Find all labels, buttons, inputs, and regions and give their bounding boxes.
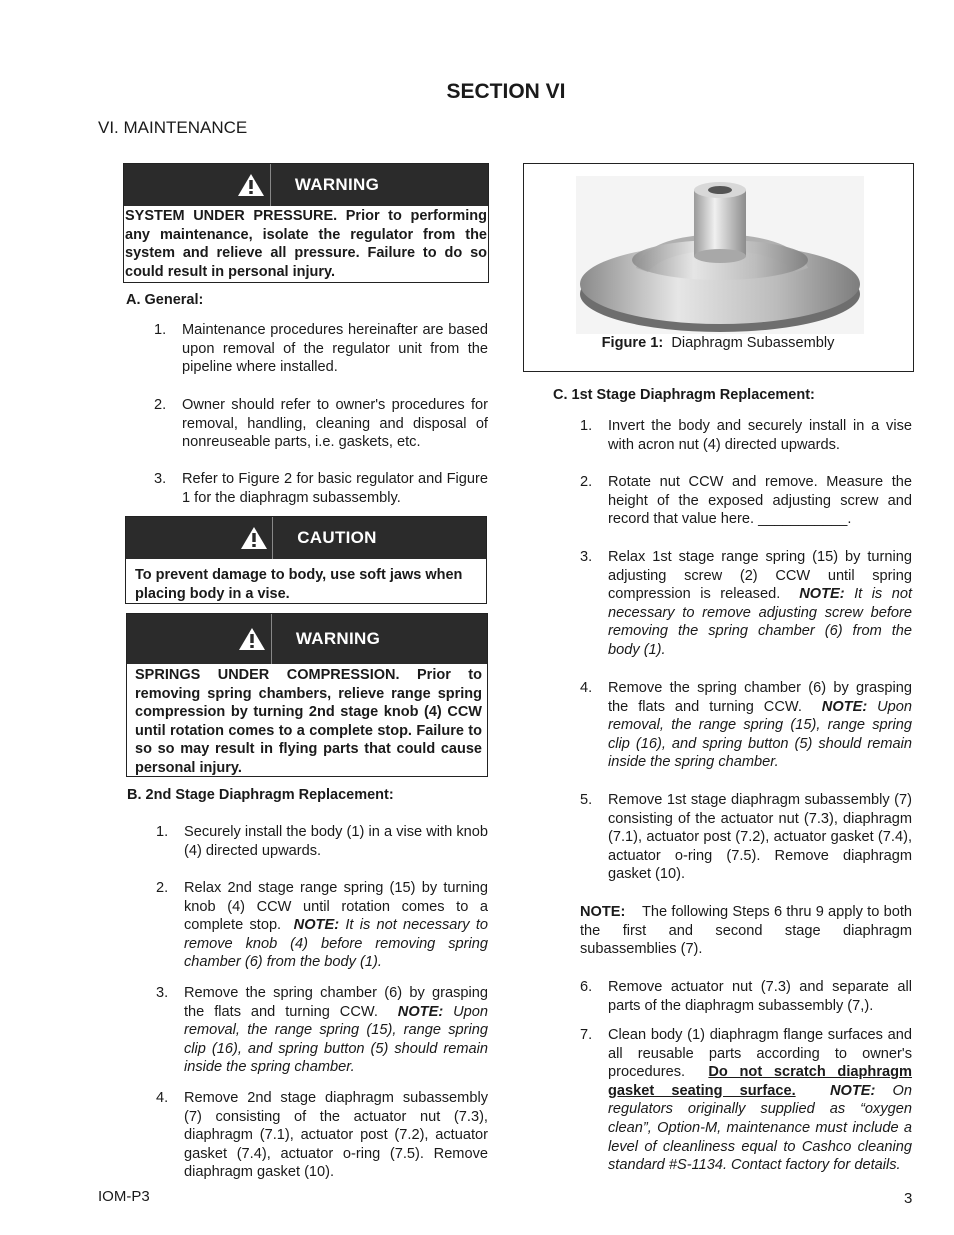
warning-triangle-icon [234, 614, 272, 664]
item-number: 1. [580, 418, 593, 434]
note-text: It is not necessary to remove knob (4) before removing spring chamber (6) from the body (1). [184, 917, 488, 971]
page-number: 3 [904, 1190, 913, 1207]
item-text: Securely install the body (1) in a vise with knob (4) directed upwards. [184, 824, 488, 859]
item-number: 5. [580, 792, 593, 808]
warning-text: SPRINGS UNDER COMPRESSION. Prior to removing spring chambers, relieve range spring compression by turning 2nd stage knob (4) CCW until rotation comes to a complete stop. Failure to so so may result in flying parts that could cause personal injury. [135, 667, 482, 776]
figure-1-box [523, 163, 914, 372]
item-number: 1. [156, 824, 169, 840]
item-text: Refer to Figure 2 for basic regulator and Figure 1 for the diaphragm subassembly. [182, 471, 488, 506]
item-text: Remove actuator nut (7.3) and separate all parts of the diaphragm subassembly (7,). [608, 979, 912, 1014]
note-text: On regulators originally supplied as “oxygen clean”, Option-M, maintenance must include a level of cleanliness equal to Cashco cleaning standard #S-1134. Contact factory for details. [608, 1082, 913, 1174]
caution-label: CAUTION [297, 528, 377, 547]
warning-header [127, 614, 487, 664]
diaphragm-subassembly-image [576, 176, 864, 334]
note-label: NOTE: [397, 1003, 444, 1020]
second-stage-heading: B. 2nd Stage Diaphragm Replacement: [127, 787, 394, 803]
warning-label: WARNING [294, 175, 380, 194]
item-number: 1. [154, 322, 167, 338]
caution-header [126, 517, 486, 559]
item-body [184, 984, 488, 1077]
warning-header [124, 164, 488, 206]
figure-caption-text: Diaphragm Subassembly [671, 335, 835, 351]
warning-box-springs [126, 613, 488, 777]
item-number: 2. [580, 474, 593, 490]
item-number: 4. [580, 680, 593, 696]
item-number: 3. [156, 985, 169, 1001]
item-body [184, 879, 488, 972]
item-number: 2. [154, 397, 167, 413]
general-heading: A. General: [126, 292, 204, 308]
note-label: NOTE: [293, 917, 340, 934]
warning-text: SYSTEM UNDER PRESSURE. Prior to performing any maintenance, isolate the regulator from the system and relieve all pressure. Failure to do so could result in personal injury. [125, 208, 487, 280]
item-text: Invert the body and securely install in a vise with acron nut (4) directed upwards. [608, 418, 912, 453]
warning-box-pressure [123, 163, 489, 283]
item-number: 3. [154, 471, 167, 487]
note-label: NOTE: [821, 698, 868, 715]
item-text: Rotate nut CCW and remove. Measure the height of the exposed adjusting screw and record that value here. ___________. [608, 474, 912, 528]
note-text: Upon removal, the range spring (15), range spring clip (16), and spring button (5) should remain inside the spring chamber. [608, 698, 913, 771]
section-title: SECTION VI [446, 80, 566, 103]
item-number: 6. [580, 979, 593, 995]
note-block-label: NOTE: [580, 904, 626, 920]
document-id: IOM-P3 [98, 1188, 150, 1205]
item-body [608, 548, 912, 660]
item-number: 2. [156, 880, 169, 896]
maintenance-heading: VI. MAINTENANCE [98, 118, 248, 137]
note-text: It is not necessary to remove adjusting screw before removing the spring chamber (6) from the body (1). [608, 586, 912, 658]
item-text: Owner should refer to owner's procedures for removal, handling, cleaning and disposal of nonreuseable parts, i.e. gaskets, etc. [182, 397, 488, 451]
figure-caption [524, 335, 912, 351]
item-body [608, 679, 912, 772]
figure-label: Figure 1: [601, 335, 664, 351]
note-label: NOTE: [829, 1082, 876, 1099]
item-emphasis: Do not scratch diaphragm gasket seating surface. [608, 1064, 913, 1099]
warning-label: WARNING [295, 629, 381, 648]
item-text: Remove the spring chamber (6) by grasping the flats and turning CCW. [608, 680, 912, 715]
warning-triangle-icon [233, 164, 271, 206]
item-number: 3. [580, 549, 593, 565]
note-text: Upon removal, the range spring (15), range spring clip (16), and spring button (5) should remain inside the spring chamber. [184, 1003, 489, 1076]
item-text: Maintenance procedures hereinafter are based upon removal of the regulator unit from the pipeline where installed. [182, 322, 488, 376]
note-label: NOTE: [799, 586, 845, 603]
caution-box [125, 516, 487, 604]
caution-text: To prevent damage to body, use soft jaws when placing body in a vise. [135, 567, 463, 602]
item-text: Relax 1st stage range spring (15) by turning adjusting screw (2) CCW until spring compression is released. [608, 549, 912, 603]
item-text: Remove the spring chamber (6) by grasping the flats and turning CCW. [184, 985, 488, 1020]
first-stage-heading: C. 1st Stage Diaphragm Replacement: [553, 387, 815, 403]
item-body [608, 1026, 912, 1175]
caution-triangle-icon [235, 517, 273, 559]
item-number: 4. [156, 1090, 169, 1106]
item-text: Clean body (1) diaphragm flange surfaces and all reusable parts according to owner's procedures. [608, 1027, 912, 1081]
item-text: Remove 1st stage diaphragm subassembly (7) consisting of the actuator nut (7.3), diaphragm (7.1), actuator post (7.2), actuator gasket (7.4), actuator o-ring (7.5). Remove diaphragm gasket (10). [608, 792, 912, 883]
item-text: Relax 2nd stage range spring (15) by turning knob (4) CCW until rotation comes to a complete stop. [184, 880, 488, 934]
item-number: 7. [580, 1027, 593, 1043]
item-text: Remove 2nd stage diaphragm subassembly (7) consisting of the actuator nut (7.3), diaphragm (7.1), actuator post (7.2), actuator gasket (7.4), actuator o-ring (7.5). Remove diaphragm gasket (10). [184, 1090, 488, 1181]
note-block-text: The following Steps 6 thru 9 apply to both the first and second stage diaphragm subassemblies (7). [580, 904, 912, 958]
